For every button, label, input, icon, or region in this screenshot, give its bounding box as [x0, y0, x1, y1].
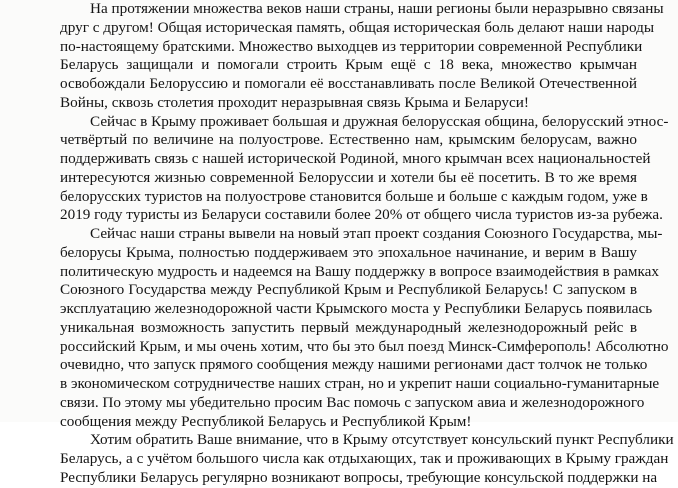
- text-line: поддерживать связь с нашей исторической Родиной, много крымчан всех национальностей: [60, 150, 651, 167]
- text-line: российский Крым, и мы очень хотим, что бы это был поезд Минск-Симферополь! Абсолютно: [60, 337, 669, 355]
- text-line: На протяжении множества веков наши страны, наши регионы были неразрывно связаны: [90, 0, 664, 17]
- text-line: 2019 году туристы из Беларуси составили более 20% от общего числа туристов из-за рубежа.: [60, 206, 663, 224]
- text-line: очевидно, что запуск прямого сообщения между нашими регионами даст толчок не только: [60, 356, 648, 374]
- text-line: Беларусь, а с учётом большого числа как отдыхающих, так и проживающих в Крыму граждан: [60, 450, 669, 467]
- text-line: политическую мудрость и надеемся на Вашу поддержку в вопросе взаимодействия в рамках: [60, 262, 659, 280]
- text-line: Войны, сквозь столетия проходит неразрывная связь Крыма и Беларуси!: [60, 93, 529, 111]
- text-line: сообщения между Республикой Беларусь и Республикой Крым!: [60, 412, 472, 430]
- text-line: Сейчас в Крыму проживает большая и дружная белорусская община, белорусский этнос-: [90, 112, 669, 130]
- text-line: уникальная возможность запустить первый международный железнодорожный рейс в: [60, 318, 637, 336]
- text-line: Союзного Государства между Республикой Крым и Республикой Беларусь! С запуском в: [60, 281, 637, 299]
- text-line: освобождали Белоруссию и помогали её восстанавливать после Великой Отечественной: [60, 75, 637, 92]
- text-line: четвёртый по величине на полуострове. Естественно нам, крымским белорусам, важно: [60, 131, 637, 149]
- text-line: белорусы Крыма, полностью поддерживаем это эпохальное начинание, и верим в Вашу: [60, 243, 637, 261]
- text-line: Беларусь защищали и помогали строить Крым ещё с 18 века, множество крымчан: [60, 56, 637, 74]
- text-line: эксплуатацию железнодорожной части Крымского моста у Республики Беларусь появилась: [60, 300, 653, 317]
- text-line: связи. По этому мы убедительно просим Вас помочь с запуском авиа и железнодорожного: [60, 393, 645, 411]
- text-line: в экономическом сотрудничестве наших стран, но и укрепит наши социально-гуманитарные: [60, 375, 660, 392]
- text-line: по-настоящему братскими. Множество выходцев из территории современной Республики: [60, 37, 643, 55]
- text-line: Хотим обратить Ваше внимание, что в Крыму отсутствует консульский пункт Республики: [90, 431, 674, 449]
- text-line: белорусских туристов на полуострове становится больше и больше с каждым годом, уже в: [60, 187, 648, 205]
- text-line: интересуются жизнью современной Белоруссии и хотели бы её посетить. В то же время: [60, 168, 637, 186]
- letter-body: [60, 0, 674, 488]
- text-line: друг с другом! Общая историческая память, общая историческая боль делают наши народы: [60, 18, 655, 36]
- text-line: Республики Беларусь регулярно возникают вопросы, требующие консульской поддержки на: [60, 468, 658, 486]
- text-line: Сейчас наши страны вывели на новый этап проект создания Союзного Государства, мы-: [90, 225, 663, 242]
